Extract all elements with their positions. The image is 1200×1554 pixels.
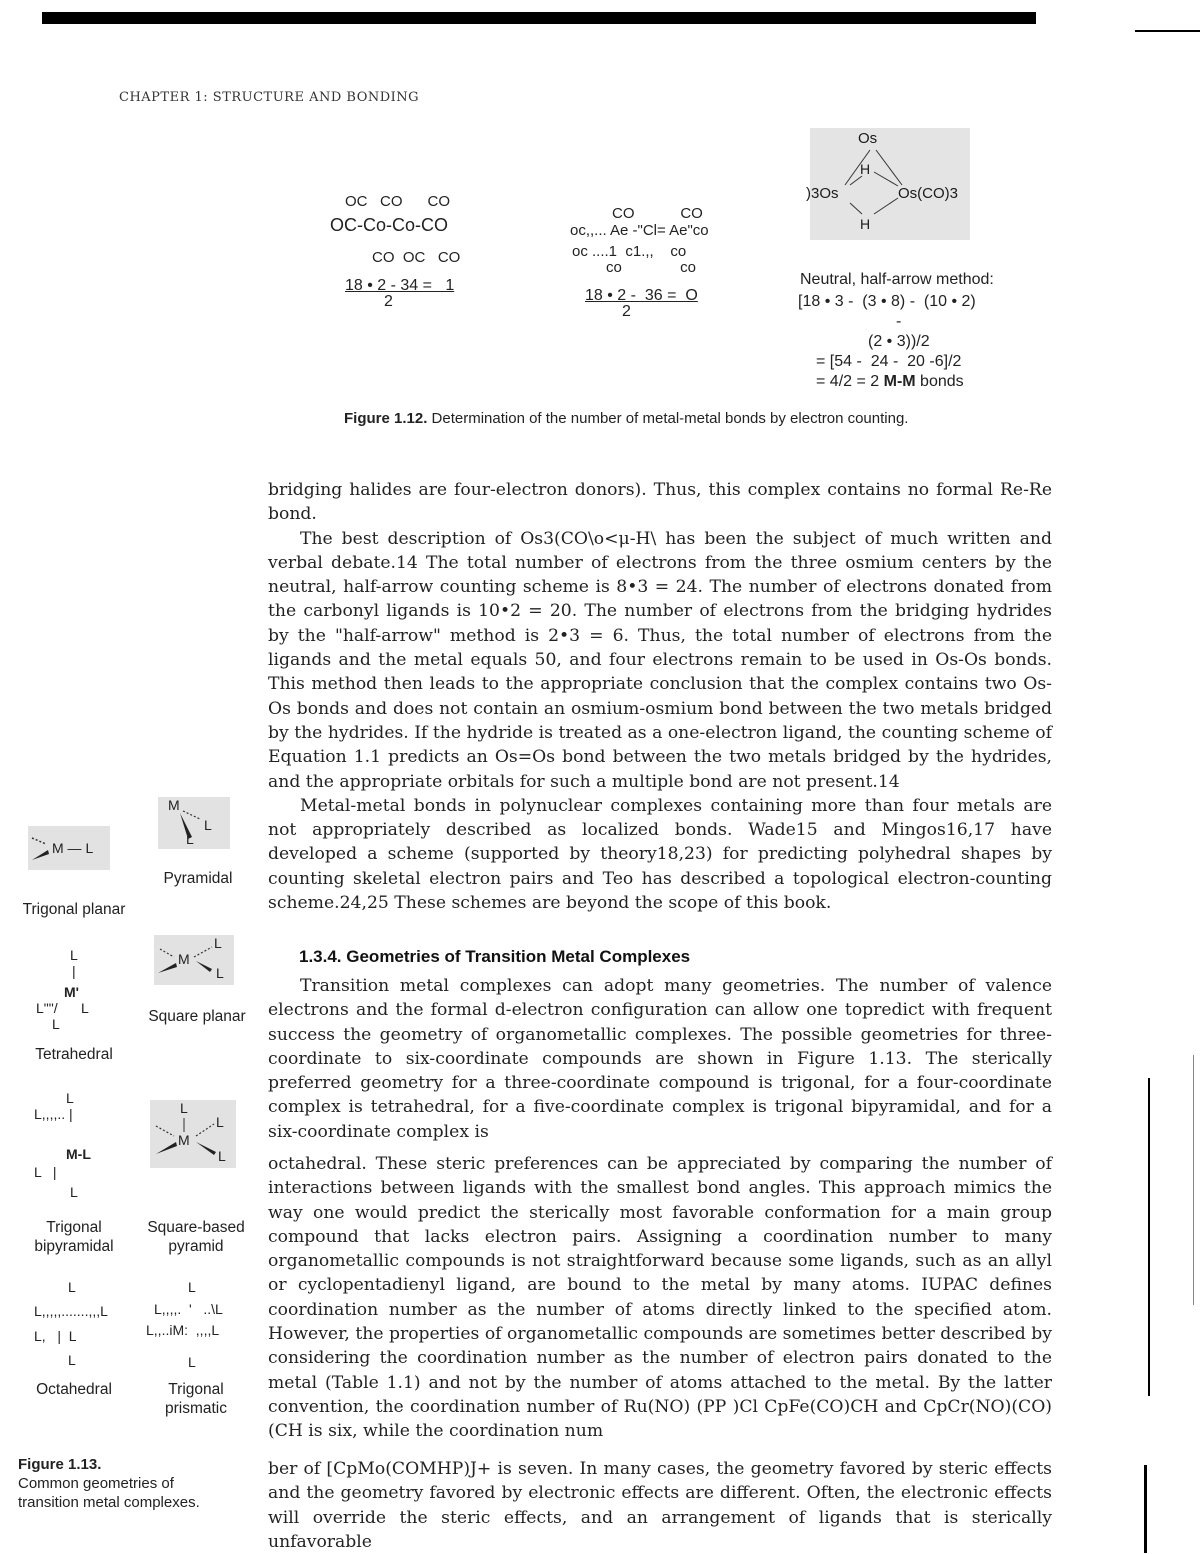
label-trigonal-bipyramidal (14, 1218, 134, 1256)
trigonal-planar-glyph: M — L (52, 840, 94, 856)
result-suffix: bonds (915, 373, 964, 390)
figure-1-13-caption-line2: transition metal complexes. (18, 1494, 200, 1511)
label-square-planar: Square planar (148, 1008, 246, 1025)
cobalt-denominator: 2 (384, 293, 393, 310)
cobalt-carbonyl-row2: OC-Co-Co-CO (330, 215, 449, 235)
cobalt-carbonyl-row1: OC CO CO (345, 193, 451, 210)
os-left-label: )3Os (806, 185, 839, 202)
label-octahedral: Octahedral (36, 1381, 112, 1398)
tetrahedral-row5: L (52, 1016, 60, 1032)
osmium-count-line4: (2 • 3))/2 (868, 333, 930, 350)
paragraph-osmium-debate: The best description of Os3(CO\o<μ-H\ has been the subject of much written and verbal debate.14 The total number of electrons from the three osmium centers by the neutral, half-arrow counting scheme is 8•3 = 24. The number of electrons donated from the carbonyl ligands is 10•2 = 20. The number of electrons from the bridging hydrides by the "half-arrow" method is 2•3 = 6. Thus, the total number of electrons from the ligands and the metal equals 50, and four electrons remain to be used in Os-Os bonds. This method then leads to the appropriate conclusion that the complex contains two Os-Os bonds and does not contain an osmium-osmium bond between the two metals bridged by the hydrides. If the hydride is treated as a one-electron ligand, the counting scheme of Equation 1.1 predicts an Os=Os bond between the two metals bridged by the hydrides, and the appropriate orbitals for such a multiple bond are not present.14 (268, 528, 1052, 792)
tbp-row5: L (70, 1184, 78, 1200)
square-planar-ligand-top: L (214, 935, 222, 951)
label-pyramidal: Pyramidal (163, 870, 233, 887)
label-square-based-pyramid (140, 1218, 252, 1256)
rhenium-denominator: 2 (622, 303, 631, 320)
osmium-count-line3: - (896, 313, 902, 330)
pyramidal-metal: M (168, 797, 180, 813)
paragraph-bridging-halides: bridging halides are four-electron donors). Thus, this complex contains no formal Re-Re bond. (268, 480, 1052, 525)
sqpy-ligand-top: L (180, 1100, 188, 1116)
paragraph-polynuclear: Metal-metal bonds in polynuclear complexes containing more than four metals are not appropriately described as localized bonds. Wade15 and Mingos16,17 have developed a scheme (supported by theory18,23) for predicting polyhedral shapes by counting skeletal electron pairs and Teo has described a topological electron-counting scheme.24,25 These schemes are beyond the scope of this book. (268, 795, 1052, 914)
prismatic-row3: L,,..iM: ,,,,L (146, 1322, 220, 1338)
rhenium-row1: CO CO (612, 205, 703, 222)
right-margin-bar (1148, 1078, 1150, 1396)
trigonal-planar-diagram (28, 826, 110, 870)
osmium-count-result (816, 373, 964, 391)
figure-1-12-text: Determination of the number of metal-metal bonds by electron counting. (427, 410, 909, 427)
right-edge-rule (1135, 30, 1200, 32)
figure-1-13-caption-line1: Common geometries of (18, 1475, 174, 1492)
figure-1-13-label: Figure 1.13. (18, 1456, 102, 1473)
body-block-3 (268, 1152, 1052, 1444)
pyramidal-ligand-bottom: L (186, 831, 194, 847)
octahedral-row4: L (68, 1352, 76, 1368)
octahedral-row1: L (68, 1279, 76, 1295)
prismatic-label-line2: prismatic (164, 1400, 227, 1417)
octahedral-row2: L,,,,,.......,,,L (34, 1303, 108, 1319)
pyramidal-ligand-right: L (204, 817, 212, 833)
osmium-cluster-diagram (806, 128, 970, 240)
body-block-1 (268, 478, 1052, 915)
rhenium-row3: oc ....1 c1.,, co (572, 243, 687, 260)
chapter-header: CHAPTER 1: STRUCTURE AND BONDING (119, 90, 420, 105)
cobalt-electron-count: 18 • 2 - 34 = 1 (345, 277, 455, 294)
tetrahedral-row2: | (72, 963, 76, 979)
prismatic-row1: L (188, 1279, 196, 1295)
paragraph-octahedral: octahedral. These steric preferences can be appreciated by comparing the number of interactions between ligands with the smallest bond angles. This approach mimics the way one would predict the sterically most favorable conformation for a main group compound that lacks electron pairs. Assigning a coordination number to many organometallic compounds is not straightforward because some ligands, such as an allyl or cyclopentadienyl ligand, are bound to the metal by many atoms. IUPAC defines coordination number as the number of atoms directly linked to the specified atom. However, the properties of organometallic compounds are sometimes better described by considering the coordination number as the number of electron pairs donated to the metal (Table 1.1) and not by the number of atoms attached to the metal. By the latter convention, the coordination number of Ru(NO) (PP )Cl CpFe(CO)CH and CpCr(NO)(CO)(CH is six, while the coordination num (268, 1154, 1052, 1442)
square-planar-metal: M (178, 951, 190, 967)
body-block-4 (268, 1457, 1052, 1554)
sqpy-metal: M (178, 1132, 190, 1148)
paragraph-coordination-seven: ber of [CpMo(COMHP)J+ is seven. In many cases, the geometry favored by steric effects and the geometry favored by electronic effects are different. Often, the electronic effects will override the steric effects, and an arrangement of ligands that is sterically unfavorable (268, 1459, 1052, 1552)
square-pyramid-diagram (150, 1100, 236, 1168)
label-trigonal-prismatic (140, 1380, 252, 1418)
tetrahedral-row1: L (70, 947, 78, 963)
hydride-top-label: H (860, 161, 871, 177)
sqpy-ligand-right-top: L (216, 1114, 224, 1130)
tbp-row3: M-L (66, 1146, 91, 1162)
rhenium-electron-count: 18 • 2 - 36 = O (585, 287, 698, 304)
prismatic-row4: L (188, 1354, 196, 1370)
prismatic-row2: L,,,,. ' ..\L (154, 1301, 223, 1317)
pyramidal-diagram (158, 797, 230, 849)
tbp-row2: L,,,,.. | (34, 1106, 73, 1122)
os-top-label: Os (858, 130, 878, 147)
osmium-count-line2: [18 • 3 - (3 • 8) - (10 • 2) (798, 293, 976, 310)
body-block-2 (268, 974, 1052, 1144)
prismatic-label-line1: Trigonal (168, 1381, 224, 1398)
figure-1-12-label: Figure 1.12. (344, 410, 428, 427)
hydride-bottom-label: H (860, 216, 871, 232)
sqpy-ligand-right-bottom: L (218, 1148, 226, 1164)
top-rule (42, 12, 1036, 24)
figure-1-13-caption (18, 1455, 200, 1512)
page-edge-line (1193, 1055, 1194, 1305)
figure-1-12-caption (344, 410, 908, 427)
result-prefix: = 4/2 = 2 (816, 373, 884, 390)
osmium-bonds (810, 128, 970, 240)
octahedral-row3: L, | L (34, 1328, 77, 1344)
sqpy-label-line1: Square-based (147, 1219, 245, 1236)
tbp-label-line2: bipyramidal (34, 1238, 114, 1255)
result-bold: M-M (883, 373, 916, 390)
rhenium-row4: co co (606, 259, 697, 276)
square-planar-diagram (154, 935, 234, 985)
label-tetrahedral: Tetrahedral (35, 1046, 113, 1063)
label-trigonal-planar: Trigonal planar (22, 901, 126, 918)
os-right-label: Os(CO)3 (898, 185, 958, 202)
tbp-row1: L (66, 1090, 74, 1106)
osmium-count-line5: = [54 - 24 - 20 -6]/2 (816, 353, 962, 370)
right-margin-bar-lower (1144, 1465, 1147, 1553)
osmium-method-line: Neutral, half-arrow method: (800, 271, 994, 288)
cobalt-carbonyl-row3: CO OC CO (372, 249, 461, 266)
tbp-label-line1: Trigonal (46, 1219, 102, 1236)
section-heading-geometries: 1.3.4. Geometries of Transition Metal Complexes (299, 947, 691, 966)
rhenium-row2: oc,,... Ae -"Cl= Ae"co (570, 222, 709, 239)
tbp-row4: L | (34, 1164, 57, 1180)
paragraph-geometries: Transition metal complexes can adopt many geometries. The number of valence electrons and the formal d-electron configuration can allow one topredict with frequent success the geometry of organometallic complexes. The possible geometries for three-coordinate to six-coordinate compounds are shown in Figure 1.13. The sterically preferred geometry for a three-coordinate compound is trigonal, for a four-coordinate complex is tetrahedral, for a five-coordinate complex is trigonal bipyramidal, and for a six-coordinate complex is (268, 976, 1052, 1142)
tetrahedral-row3: M' (64, 984, 79, 1000)
sqpy-label-line2: pyramid (168, 1238, 224, 1255)
square-planar-ligand-bottom: L (216, 965, 224, 981)
tetrahedral-row4: L""/ L (36, 1000, 89, 1016)
